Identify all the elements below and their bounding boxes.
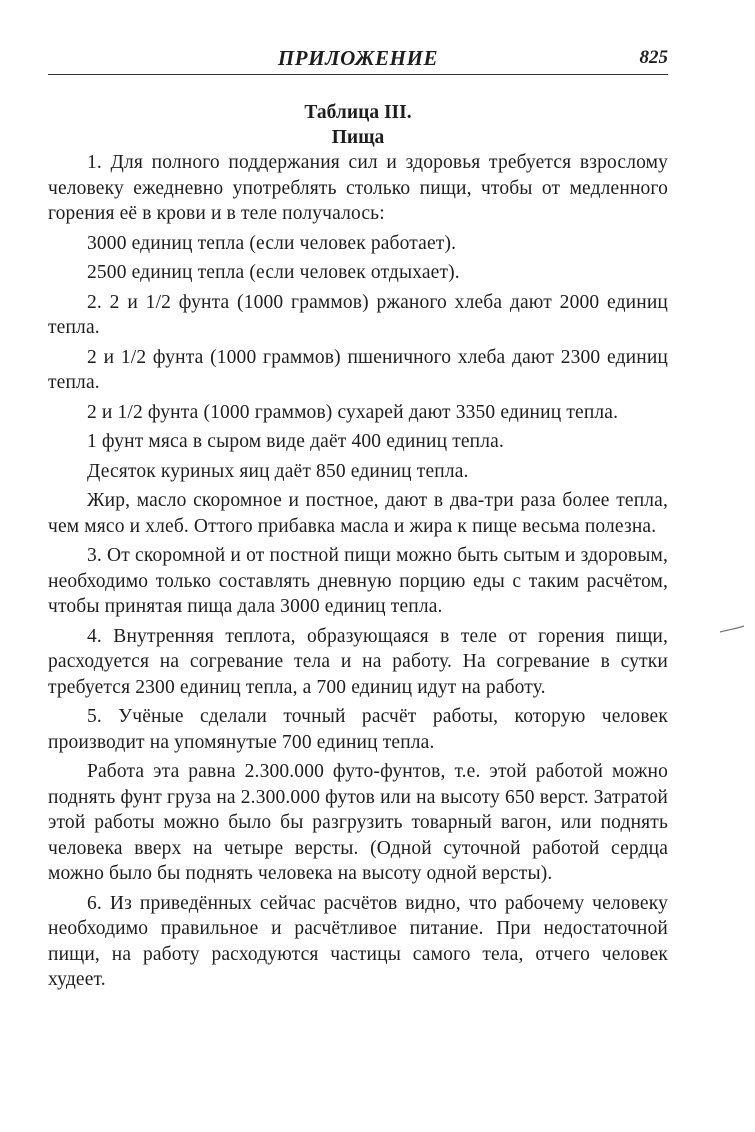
running-header: [48, 44, 668, 75]
page-number: 825: [639, 47, 668, 68]
paragraph-3: 2500 единиц тепла (если человек отдыхает).: [87, 262, 460, 283]
paragraph-12: 5. Учёные сделали точный расчёт работы, которую человек производит на упомянутые 700 единиц тепла.: [48, 706, 668, 753]
section-subtitle: Пища: [331, 127, 385, 148]
paragraph-5: 2 и 1/2 фунта (1000 граммов) пшеничного хлеба дают 2300 единиц тепла.: [48, 346, 668, 393]
paragraph-11: 4. Внутренняя теплота, образующаяся в теле от горения пищи, расходуется на согревание тела и на работу. На согревание в сутки требуется 2300 единиц тепла, а 700 единиц идут на работу.: [48, 625, 668, 698]
scan-pen-mark: [719, 625, 745, 635]
paragraph-1: 1. Для полного поддержания сил и здоровья требуется взрослому человеку ежедневно употреблять столько пищи, чтобы от медленного горения её в крови и в теле получалось:: [48, 152, 668, 224]
running-title: ПРИЛОЖЕНИЕ: [277, 46, 439, 70]
paragraph-2: 3000 единиц тепла (если человек работает).: [87, 232, 457, 254]
paragraph-4: 2. 2 и 1/2 фунта (1000 граммов) ржаного хлеба дают 2000 единиц тепла.: [48, 291, 668, 338]
book-page: [48, 44, 668, 997]
paragraph-10: 3. От скоромной и от постной пищи можно быть сытым и здоровым, необходимо только составлять дневную порцию еды с таким расчётом, чтобы принятая пища дала 3000 единиц тепла.: [48, 545, 668, 617]
paragraph-7: 1 фунт мяса в сыром виде даёт 400 единиц тепла.: [87, 431, 504, 452]
paragraph-9: Жир, масло скоромное и постное, дают в два-три раза более тепла, чем мясо и хлеб. Оттого прибавка масла и жира к пище весьма полезна.: [48, 490, 668, 537]
paragraph-8: Десяток куриных яиц даёт 850 единиц тепла.: [87, 460, 469, 482]
paragraph-13: Работа эта равна 2.300.000 футо-фунтов, т.е. этой работой можно поднять фунт груза на 2.300.000 футов или на высоту 650 верст. Затратой этой работы можно было бы разгрузить товарный вагон, или поднять человека вверх на четыре версты. (Одной суточной работой сердца можно было бы поднять человека на высоту одной версты).: [48, 761, 668, 884]
paragraph-6: 2 и 1/2 фунта (1000 граммов) сухарей дают 3350 единиц тепла.: [87, 401, 619, 423]
body-text: [48, 150, 668, 993]
section-title: Таблица III.: [304, 102, 412, 123]
paragraph-14: 6. Из приведённых сейчас расчётов видно, что рабочему человеку необходимо правильное и расчётливое питание. При недостаточной пищи, на работу расходуются частицы самого тела, отчего человек худеет.: [48, 892, 668, 990]
